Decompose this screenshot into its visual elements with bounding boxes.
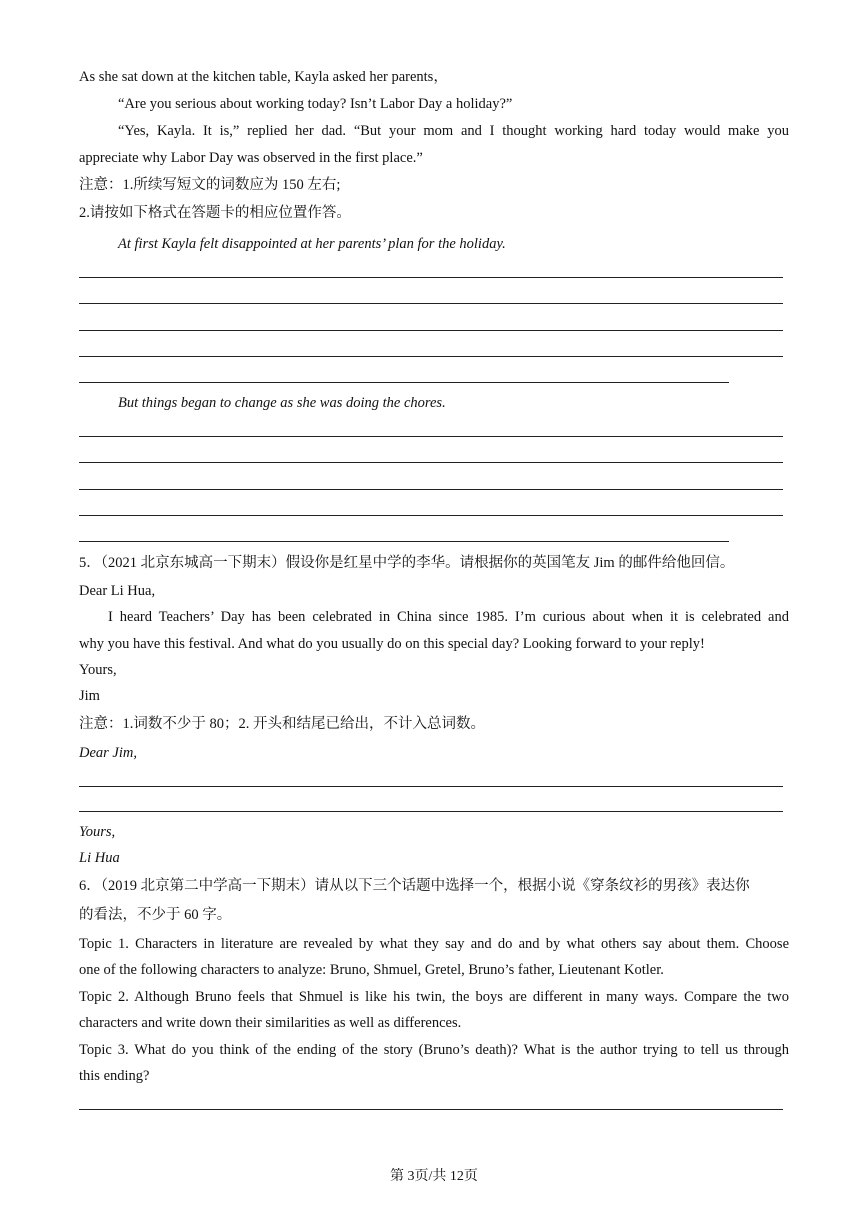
passage-line-3: “Yes, Kayla. It is,” replied her dad. “But your mom and I thought working hard today would make you (118, 123, 789, 139)
topic-1-line-1: Topic 1. Characters in literature are revealed by what they say and do and by what others say about them. Choose (79, 936, 789, 952)
topic-3-line-2: this ending? (79, 1068, 150, 1084)
answer-line (79, 303, 783, 304)
answer-line (79, 436, 783, 437)
letter-salutation: Dear Li Hua, (79, 583, 156, 599)
reply-salutation: Dear Jim, (79, 745, 137, 761)
passage-line-1: As she sat down at the kitchen table, Kayla asked her parents， (79, 69, 448, 85)
answer-line (79, 277, 783, 278)
answer-line (79, 462, 783, 463)
letter-body-line-1: I heard Teachers’ Day has been celebrated in China since 1985. I’m curious about when it is celebrated and (108, 609, 789, 625)
passage-line-4: appreciate why Labor Day was observed in the first place.” (79, 150, 423, 166)
answer-line (79, 541, 729, 542)
prompt-paragraph-2: But things began to change as she was doing the chores. (118, 395, 446, 411)
answer-line (79, 811, 783, 812)
question-6-title-line-2: 的看法，不少于 60 字。 (79, 907, 232, 923)
answer-line (79, 356, 783, 357)
reply-signature: Li Hua (79, 850, 120, 866)
writing-note-1: 注意：1.所续写短文的词数应为 150 左右; (79, 177, 341, 193)
topic-3-line-1: Topic 3. What do you think of the ending of the story (Bruno’s death)? What is the author trying to tell us through (79, 1042, 789, 1058)
answer-line (79, 786, 783, 787)
topic-1-line-2: one of the following characters to analyze: Bruno, Shmuel, Gretel, Bruno’s father, Lieutenant Kotler. (79, 962, 664, 978)
topic-2-line-1: Topic 2. Although Bruno feels that Shmuel is like his twin, the boys are different in many ways. Compare the two (79, 989, 789, 1005)
answer-line (79, 330, 783, 331)
reply-closing: Yours, (79, 824, 116, 840)
letter-sender: Jim (79, 688, 100, 704)
writing-note-2: 2.请按如下格式在答题卡的相应位置作答。 (79, 205, 351, 221)
passage-line-2: “Are you serious about working today? Isn’t Labor Day a holiday?” (118, 96, 513, 112)
answer-line (79, 382, 729, 383)
answer-line (79, 1109, 783, 1110)
letter-body-line-2: why you have this festival. And what do you usually do on this special day? Looking forward to your reply! (79, 636, 705, 652)
prompt-paragraph-1: At first Kayla felt disappointed at her parents’ plan for the holiday. (118, 236, 506, 252)
question-6-title-line-1: 6．（2019 北京第二中学高一下期末）请从以下三个话题中选择一个，根据小说《穿条纹衫的男孩》表达你 (79, 878, 750, 894)
question-5-note: 注意：1.词数不少于 80；2. 开头和结尾已给出，不计入总词数。 (79, 716, 485, 732)
answer-line (79, 515, 783, 516)
question-5-title: 5．（2021 北京东城高一下期末）假设你是红星中学的李华。请根据你的英国笔友 Jim 的邮件给他回信。 (79, 555, 735, 571)
topic-2-line-2: characters and write down their similarities as well as differences. (79, 1015, 462, 1031)
answer-line (79, 489, 783, 490)
page-number: 第 3页/共 12页 (390, 1169, 478, 1184)
letter-closing: Yours, (79, 662, 117, 678)
